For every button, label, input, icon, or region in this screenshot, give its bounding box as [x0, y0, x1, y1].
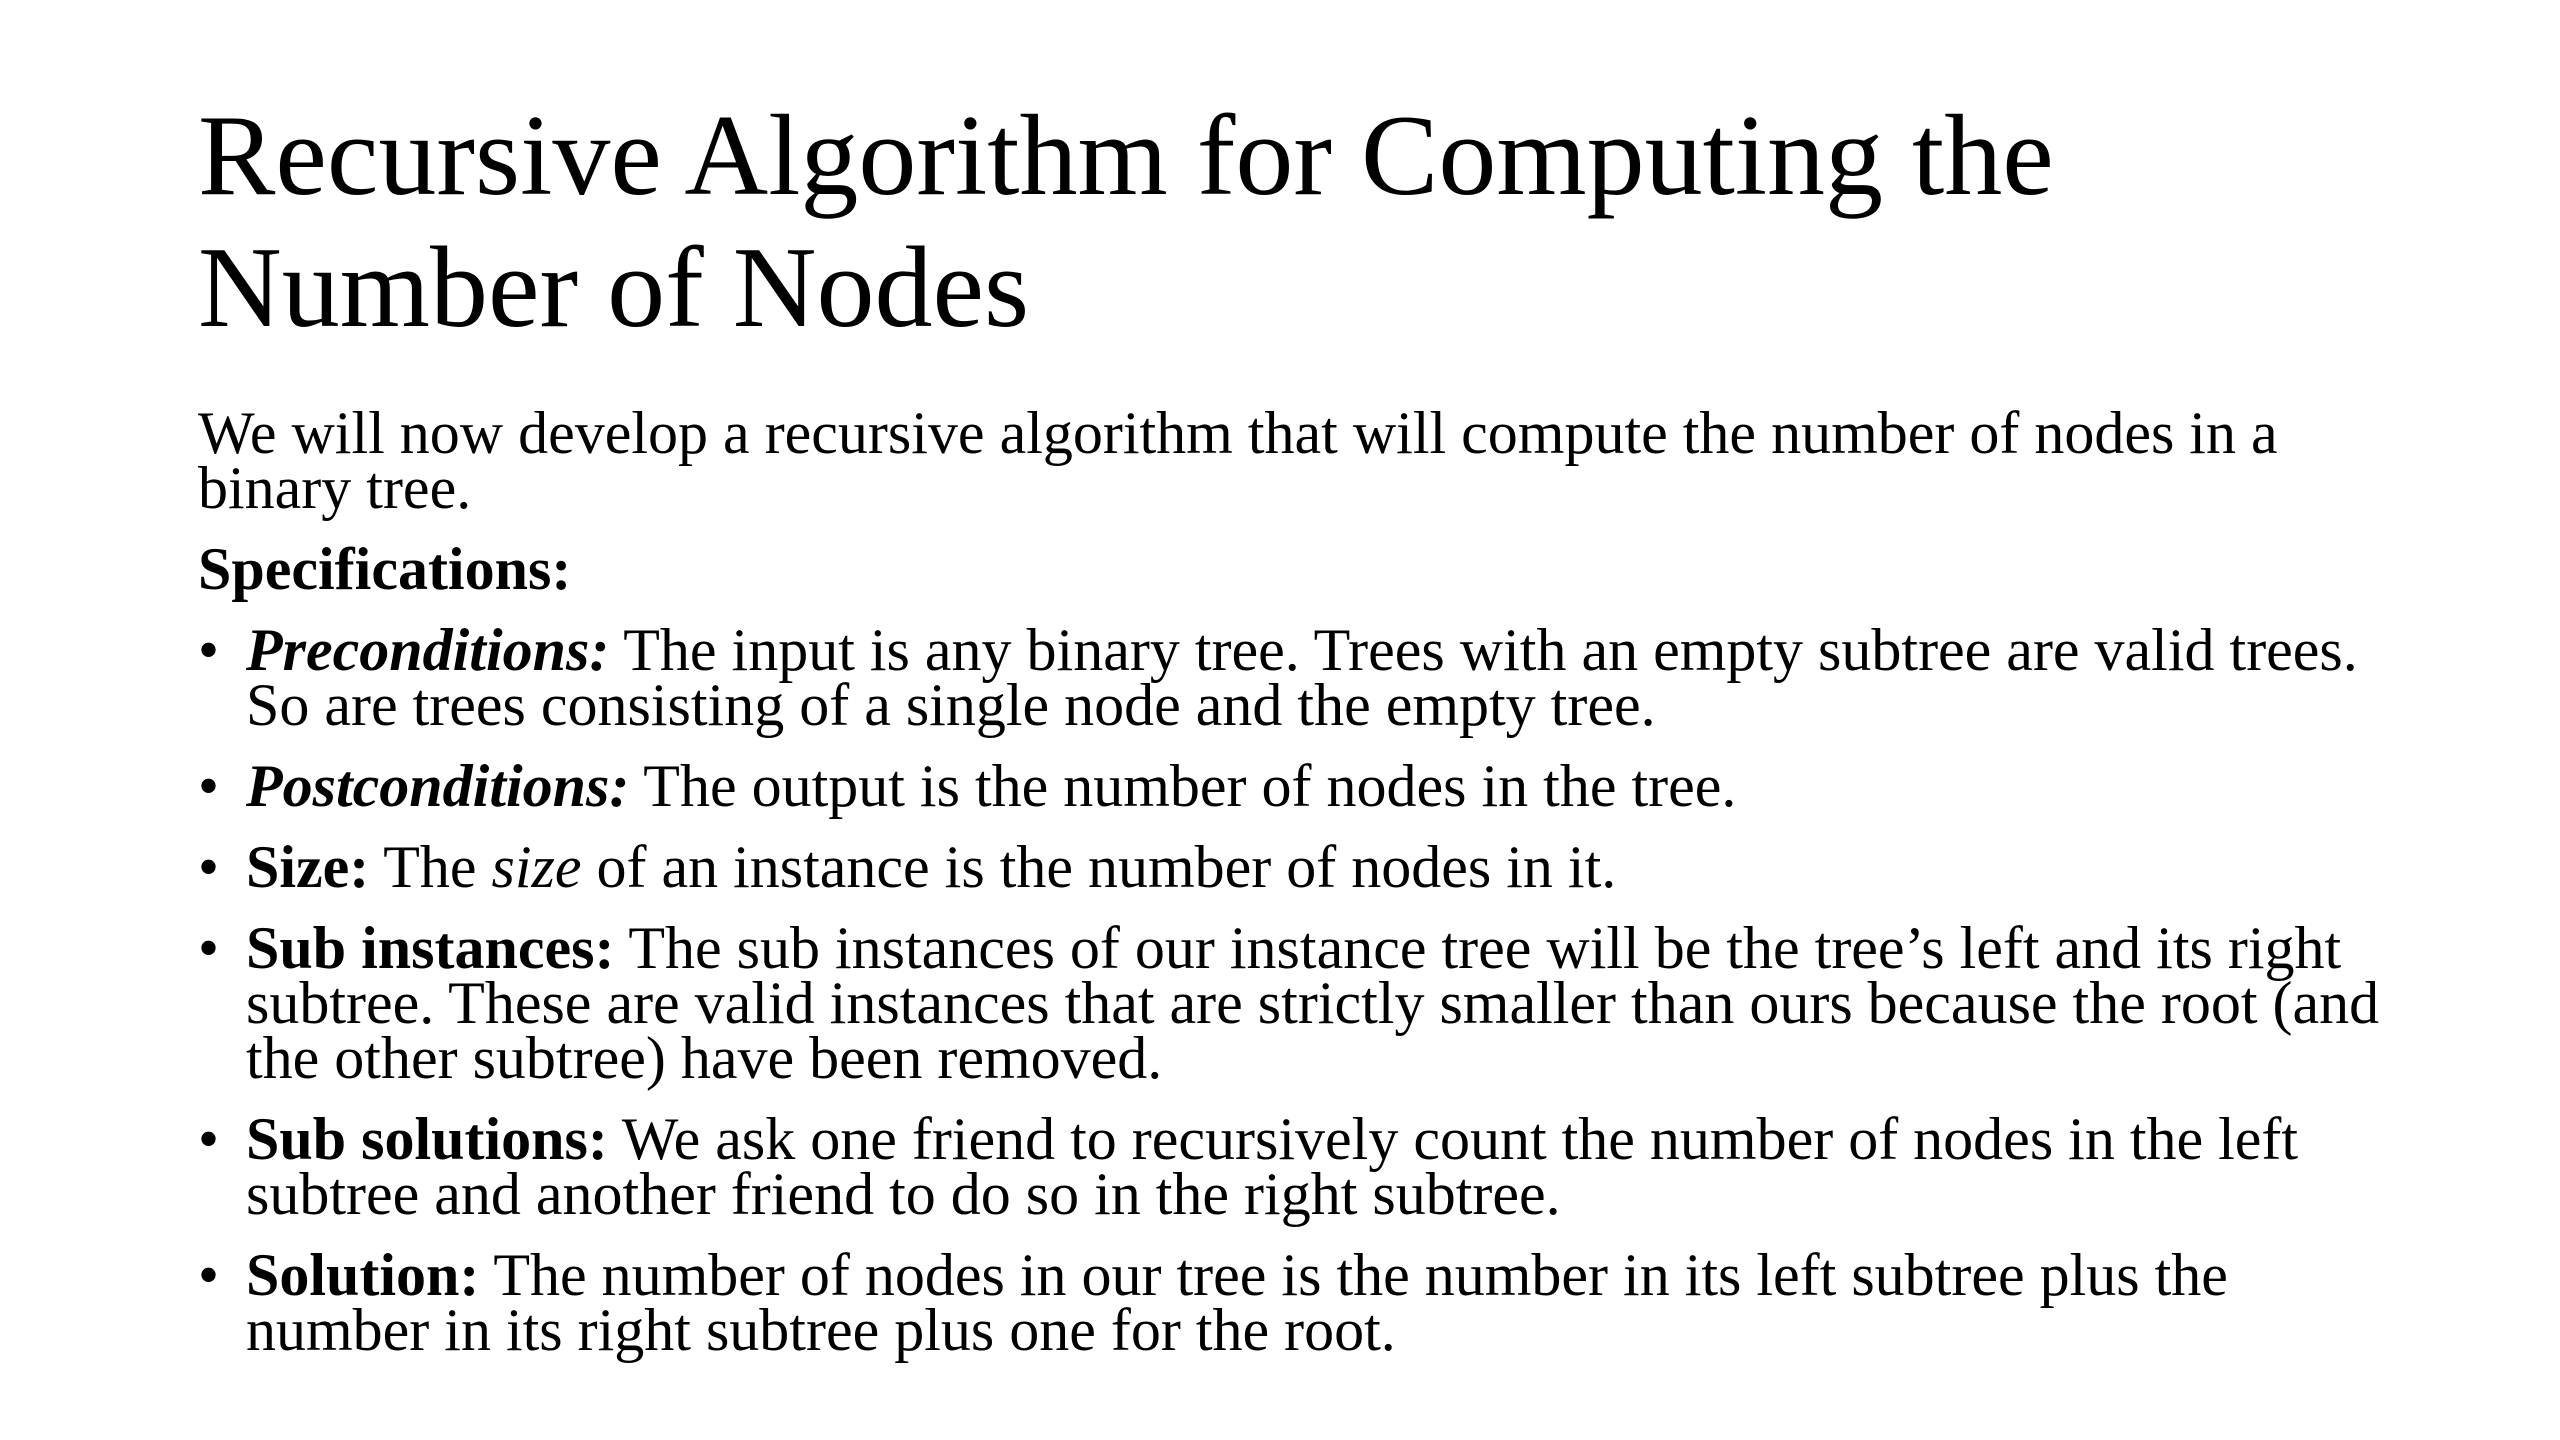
bullet-icon: •: [198, 1106, 220, 1172]
specifications-list: [198, 617, 2410, 1363]
bullet-icon: •: [198, 834, 220, 900]
sub-instances-text: The sub instances of our instance tree will be the tree’s left and its right subtree. These are valid instances that are strictly smaller than ours because the root (and the other subtree) have been removed.: [246, 915, 2380, 1091]
solution-text: The number of nodes in our tree is the number in its left subtree plus the number in its right subtree plus one for the root.: [246, 1242, 2228, 1363]
intro-paragraph: We will now develop a recursive algorithm that will compute the number of nodes in a binary tree.: [198, 400, 2278, 521]
specifications-heading: Specifications:: [198, 536, 572, 602]
sub-solutions-text: We ask one friend to recursively count the number of nodes in the left subtree and another friend to do so in the right subtree.: [246, 1106, 2299, 1227]
size-emphasis: size: [491, 834, 582, 900]
list-item-postconditions: [198, 753, 2410, 819]
bullet-icon: •: [198, 617, 220, 683]
list-item-sub-solutions: [198, 1106, 2410, 1227]
bullet-icon: •: [198, 753, 220, 819]
solution-term: Solution:: [246, 1242, 480, 1308]
preconditions-text: The input is any binary tree. Trees with an empty subtree are valid trees. So are trees consisting of a single node and the empty tree.: [246, 617, 2358, 738]
sub-instances-term: Sub instances:: [246, 915, 615, 981]
sub-solutions-term: Sub solutions:: [246, 1106, 608, 1172]
postconditions-term: Postconditions:: [246, 753, 630, 819]
list-item-solution: [198, 1242, 2410, 1363]
size-text-before: The: [369, 834, 492, 900]
slide-title: Recursive Algorithm for Computing the Number of Nodes: [198, 92, 2054, 352]
bullet-icon: •: [198, 1242, 220, 1308]
size-term: Size:: [246, 834, 370, 900]
size-text-after: of an instance is the number of nodes in it.: [581, 834, 1617, 900]
preconditions-term: Preconditions:: [246, 617, 610, 683]
postconditions-text: The output is the number of nodes in the tree.: [629, 753, 1737, 819]
list-item-preconditions: [198, 617, 2410, 738]
list-item-size: [198, 834, 2410, 900]
list-item-sub-instances: [198, 915, 2410, 1091]
bullet-icon: •: [198, 915, 220, 981]
